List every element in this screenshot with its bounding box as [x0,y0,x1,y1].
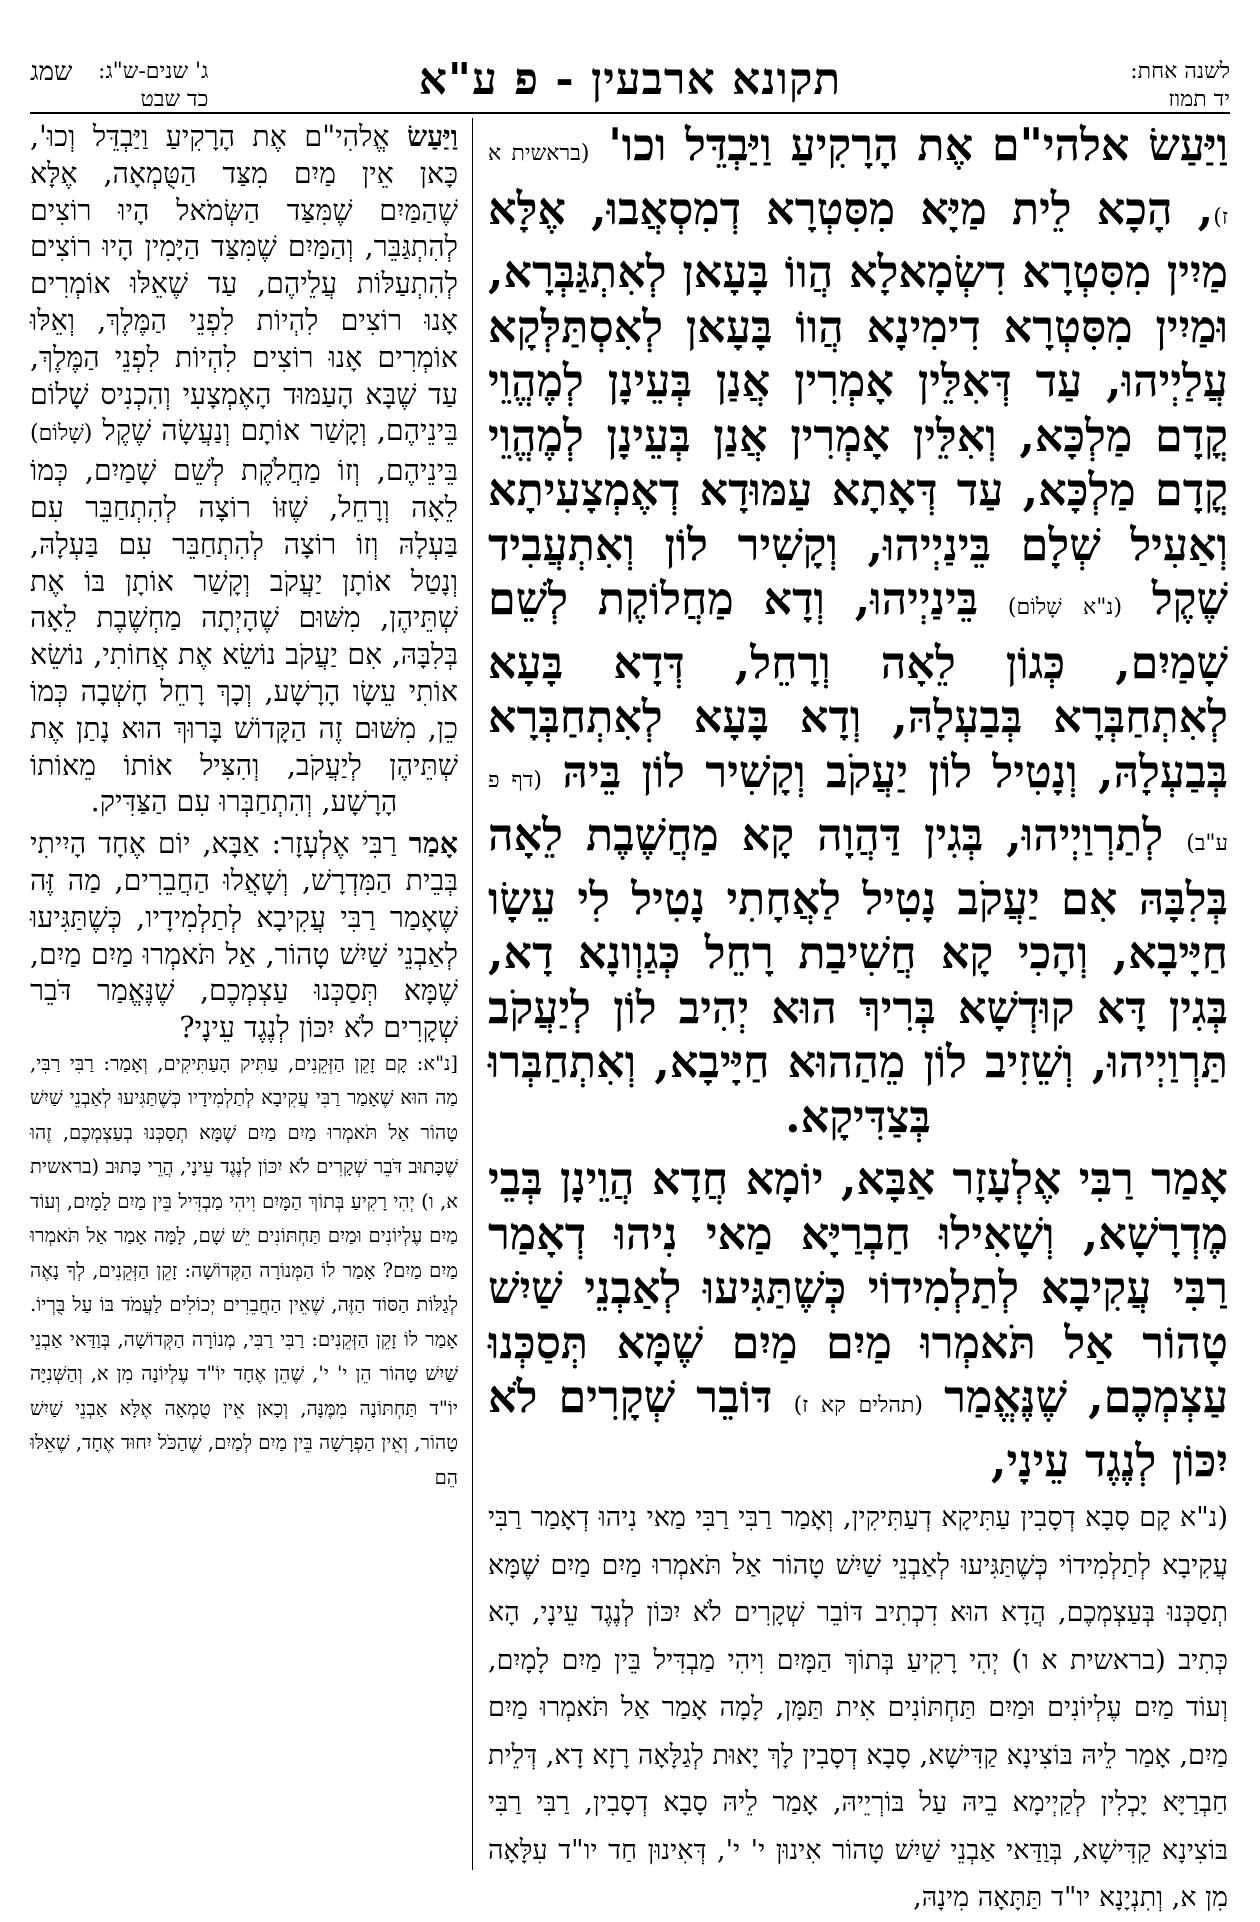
study-schedule-three-year [30,58,208,114]
side-text-2: רַבִּי אֶלְעָזָר: אַבָּא, יוֹם אֶחָד הָיִיתִי בְּבֵית הַמִּדְרָשׁ, וְשָׁאֲלוּ הַחֲבֵרִים, מַה זֶּה שֶׁאָמַר רַבִּי עֲקִיבָא לְתַלְמִידָיו, כְּשֶׁתַּגִּיעוּ לְאַבְנֵי שַׁיִשׁ טָהוֹר, אַל תֹּאמְרוּ מַיִם מַיִם, שֶׁמָּא תְּסַכְּנוּ עַצְמְכֶם, שֶׁנֶּאֱמַר דֹּבֵר שְׁקָרִים לֹא יִכּוֹן לְנֶגֶד עֵינָי? [30,827,458,1045]
side-text-3: [נ"א: קָם זָקֵן הַזְּקֵנִים, עַתִּיק הָעַתִּיקִים, וְאָמַר: רַבִּי רַבִּי, מַה הוּא שֶׁאָמַר רַבִּי עֲקִיבָא לְתַלְמִידָיו כְּשֶׁתַּגִּיעוּ לְאַבְנֵי שַׁיִשׁ טָהוֹר אַל תֹּאמְרוּ מַיִם מַיִם שֶׁמָּא תְסַכְּנוּ בְעַצְמְכֶם, זֶהוּ שֶׁכָּתוּב דֹּבֵר שְׁקָרִים לֹא יִכּוֹן לְנֶגֶד עֵינָי, הֲרֵי כָּתוּב (בראשית א, ו) יְהִי רָקִיעַ בְּתוֹךְ הַמָּיִם וִיהִי מַבְדִּיל בֵּין מַיִם לָמָיִם, וְעוֹד מַיִם עֶלְיוֹנִים וּמַיִם תַּחְתּוֹנִים יֵשׁ שָׁם, לָמָּה אָמַר אַל תֹּאמְרוּ מַיִם מַיִם? אָמַר לוֹ הַמְּנוֹרָה הַקְּדוֹשָׁה: זָקֵן הַזְּקֵנִים, לְךָ נָאֶה לְגַלּוֹת הַסּוֹד הַזֶּה, שֶׁאֵין הַחֲבֵרִים יְכוֹלִים לַעֲמֹד בּוֹ עַל בֻּרְיוֹ. אָמַר לוֹ זָקֵן הַזְּקֵנִים: רַבִּי רַבִּי, מְנוֹרָה הַקְּדוֹשָׁה, בְּוַדַּאי אַבְנֵי שַׁיִשׁ טָהוֹר הֵן י' י', שֶׁהֵן אֶחָד יוֹ"ד עֶלְיוֹנָה מִן א, וְהַשְּׁנִיָּה יוֹ"ד תַּחְתּוֹנָה מִמֶּנָּה, וְכָאן אֵין טֻמְאָה אֶלָּא אַבְנֵי שַׁיִשׁ טָהוֹר, וְאֵין הַפְרָשָׁה בֵּין מַיִם לְמַיִם, שֶׁהַכֹּל יִחוּד אֶחָד, שֶׁאֵלּוּ הֵם [30,1051,458,1489]
schedule-label-three-year: ג' שנים-ש"ג: [98,59,209,84]
side-citation-1: (שָׁלוֹם) [30,421,93,447]
header-rule [30,112,1230,114]
side-text-1a: אֱלהִי"ם אֶת הָרָקִיעַ וַיַּבְדֵּל וְכוּ', כָּאן אֵין מַיִם מִצַּד הַטֻּמְאָה, אֶלָּא שֶׁהַמַּיִם שֶׁמִּצַּד הַשְּׂמֹאל הָיוּ רוֹצִים לְהִתְגַּבֵּר, וְהַמַּיִם שֶׁמִּצַּד הַיָּמִין הָיוּ רוֹצִים לְהִתְעַלּוֹת עֲלֵיהֶם, עַד שֶׁאֵלּוּ אוֹמְרִים אָנוּ רוֹצִים לִהְיוֹת לִפְנֵי הַמֶּלֶךְ, וְאֵלּוּ אוֹמְרִים אָנוּ רוֹצִים לִהְיוֹת לִפְנֵי הַמֶּלֶךְ, עַד שֶׁבָּא הָעַמּוּד הָאֶמְצָעִי וְהִכְנִיס שָׁלוֹם בֵּינֵיהֶם, וְקָשַׁר אוֹתָם וְנַעֲשָׂה שֶׁקֶל [30,120,458,448]
main-paragraph-1: וַיַּעַשׂ אלהי"ם אֶת הָרָקִיעַ וַיַּבְדֵּל וכו' (בראשית א ז), הָכָא לֵית מַיָּא מִסִּטְרָא דְמִסְאֲבוּ, אֶלָּא מַיִין מִסִּטְרָא דִשְׂמָאלָא הֲווֹ בָּעָאן לְאִתְגַּבְּרָא, וּמַיִין מִסִּטְרָא דִימִינָא הֲווֹ בָּעָאן לְאִסְתַּלְּקָא עֲלַיְיהוּ, עַד דְּאִלֵּין אָמְרִין אֲנַן בְּעֵינָן לְמֶהֱוֵי קֳדָם מַלְכָּא, וְאִלֵּין אָמְרִין אֲנַן בְּעֵינָן לְמֶהֱוֵי קֳדָם מַלְכָּא, עַד דְּאָתָא עַמּוּדָא דְאֶמְצָעִיתָא וְאַעִיל שְׁלָם בֵּינַיְיהוּ, וְקָשִׁיר לוֹן וְאִתְעֲבִיד שֶׁקֶל (נ"א שָׁלוֹם) בֵּינַיְיהוּ, וְדָא מַחֲלוֹקֶת לְשֵׁם שָׁמַיִם, כְּגוֹן לֵאָה וְרָחֵל, דְּדָא בָּעָא לְאִתְחַבְּרָא בְּבַעְלָהּ, וְדָא בָּעָא לְאִתְחַבְּרָא בְּבַעְלָהּ, וְנָטִיל לוֹן יַעֲקֹב וְקָשִׁיר לוֹן בֵּיהּ (דף פ ע"ב) לְתַרְוַיְיהוּ, בְּגִין דַּהֲוָה קָא מַחֲשֶׁבֶת לֵאָה בְּלִבָּהּ אִם יַעֲקֹב נָטִיל לַאֲחָתִי נָטִיל לִי עֵשָׂו חַיָּיבָא, וְהָכִי קָא חֲשִׁיבַת רָחֵל כְּגַוְונָא דָא, בְּגִין דָּא קוּדְשָׁא בְּרִיךְ הוּא יְהִיב לוֹן לְיַעֲקֹב תַּרְוַיְיהוּ, וְשֵׁזִיב לוֹן מֵהַהוּא חַיָּיבָא, וְאִתְחַבְּרוּ בְּצַדִּיקָא. [488,119,1229,1143]
side-column-hebrew [30,118,458,1878]
main-variant-opening: (נ"א קָם סָבָא דְסָבִין עַתִּיקָא דְעַתִּיקִין, [843,1502,1228,1533]
main-citation-3: (תהלים קא ז) [793,1393,924,1418]
column-divider [472,118,473,1870]
schedule-label-one-year: לשנה אחת: [1130,59,1230,84]
main-text-1c: לְתַרְוַיְיהוּ, בְּגִין דַּהֲוָה קָא מַחֲשֶׁבֶת לֵאָה בְּלִבָּהּ אִם יַעֲקֹב נָטִיל לַאֲחָתִי נָטִיל לִי עֵשָׂו חַיָּיבָא, וְהָכִי קָא חֲשִׁיבַת רָחֵל כְּגַוְונָא דָא, בְּגִין דָּא קוּדְשָׁא בְּרִיךְ הוּא יְהִיב לוֹן לְיַעֲקֹב תַּרְוַיְיהוּ, וְשֵׁזִיב לוֹן מֵהַהוּא חַיָּיבָא, וְאִתְחַבְּרוּ בְּצַדִּיקָא. [488,809,1228,1143]
main-lead-word-2: אָמַר [1151,1153,1228,1205]
main-paragraph-3 [488,1494,1228,1922]
main-text-1a: הָכָא לֵית מַיָּא מִסִּטְרָא דְמִסְאֲבוּ, אֶלָּא מַיִין מִסִּטְרָא דִשְׂמָאלָא הֲווֹ בָּעָאן לְאִתְגַּבְּרָא, וּמַיִין מִסִּטְרָא דִימִינָא הֲווֹ בָּעָאן לְאִסְתַּלְּקָא עֲלַיְיהוּ, עַד דְּאִלֵּין אָמְרִין אֲנַן בְּעֵינָן לְמֶהֱוֵי קֳדָם מַלְכָּא, וְאִלֵּין אָמְרִין אֲנַן בְּעֵינָן לְמֶהֱוֵי קֳדָם מַלְכָּא, עַד דְּאָתָא עַמּוּדָא דְאֶמְצָעִיתָא וְאַעִיל שְׁלָם בֵּינַיְיהוּ, וְקָשִׁיר לוֹן וְאִתְעֲבִיד שֶׁקֶל [488,182,1228,625]
main-paragraph-2 [488,1152,1228,1488]
side-paragraph-3 [30,1047,458,1496]
main-text-2b: דּוֹבֵר שְׁקָרִים לֹא יִכּוֹן לְנֶגֶד עֵינָי, [488,1371,1228,1487]
main-text-1b: בֵּינַיְיהוּ, וְדָא מַחֲלוֹקֶת לְשֵׁם שָׁמַיִם, כְּגוֹן לֵאָה וְרָחֵל, דְּדָא בָּעָא לְאִתְחַבְּרָא בְּבַעְלָהּ, וְדָא בָּעָא לְאִתְחַבְּרָא בְּבַעְלָהּ, וְנָטִיל לוֹן יַעֲקֹב וְקָשִׁיר לוֹן בֵּיהּ [488,573,1228,798]
page-number: שמג [30,57,73,87]
side-lead-word-1: וַיַּעַשׂ [406,119,459,153]
main-column-aramaic [488,118,1229,1913]
schedule-date-one-year: יד תמוז [1168,87,1230,112]
main-lead-citation: (בראשית א ז) [488,141,1228,230]
side-paragraph-2 [30,825,458,1047]
main-citation-2: (דף פ ע"ב) [488,767,1229,856]
side-text-1b: בֵּינֵיהֶם, וְזוֹ מַחֲלֹקֶת לְשֵׁם שָׁמַיִם, כְּמוֹ לֵאָה וְרָחֵל, שֶׁזּוֹ רוֹצָה לְהִתְחַבֵּר עִם בַּעְלָהּ וְזוֹ רוֹצָה לְהִתְחַבֵּר עִם בַּעְלָהּ, וְנָטַל אוֹתָן יַעֲקֹב וְקָשַׁר אוֹתָן בּוֹ אֶת שְׁתֵּיהֶן, מִשּׁוּם שֶׁהָיְתָה מַחְשֶׁבֶת לֵאָה בְּלִבָּהּ, אִם יַעֲקֹב נוֹשֵׂא אֶת אֲחוֹתִי, נוֹשֵׂא אוֹתִי עֵשָׂו הָרָשָׁע, וְכָךְ רָחֵל חָשְׁבָה כְּמוֹ כֵן, מִשּׁוּם זֶה הַקָּדוֹשׁ בָּרוּךְ הוּא נָתַן אֶת שְׁתֵּיהֶן לְיַעֲקֹב, וְהִצִּיל אוֹתוֹ מֵאוֹתוֹ הָרָשָׁע, וְהִתְחַבְּרוּ עִם הַצַּדִּיק. [30,454,458,819]
main-citation-1: (נ"א שָׁלוֹם) [1007,595,1123,620]
main-lead-verse: וַיַּעַשׂ אלהי"ם אֶת הָרָקִיעַ וַיַּבְדֵּל וכו' [608,119,1229,171]
side-paragraph-1 [30,118,458,821]
schedule-date-three-year: כד שבט [140,87,209,112]
main-citation-4: (בראשית א ו) [1011,1644,1166,1676]
page-header [0,0,1260,112]
side-lead-word-2: אָמַר [408,826,458,861]
page-title: תקונא ארבעין - פ ע"א [418,54,842,105]
main-text-3a: וְאָמַר רַבִּי רַבִּי מַאי נִיהוּ דְאָמַר רַבִּי עֲקִיבָא לְתַלְמִידוֹי כְּשֶׁתַּגִּיעוּ לְאַבְנֵי שַׁיִשׁ טָהוֹר אַל תֹּאמְרוּ מַיִם מַיִם שֶׁמָּא תְסַכְּנוּ בְּעַצְמְכֶם, הֲדָא הוּא דִכְתִיב דּוֹבֵר שְׁקָרִים לֹא יִכּוֹן לְנֶגֶד עֵינָי, הָא כְּתִיב [488,1502,1229,1676]
main-text-2a: רַבִּי אֶלְעָזָר אַבָּא, יוֹמָא חֲדָא הֲוֵינָן בְּבֵי מֶדְרָשָׁא, וְשָׁאִילוּ חַבְרַיָּא מַאי נִיהוּ דְאָמַר רַבִּי עֲקִיבָא לְתַלְמִידוֹי כְּשֶׁתַּגִּיעוּ לְאַבְנֵי שַׁיִשׁ טָהוֹר אַל תֹּאמְרוּ מַיִם מַיִם שֶׁמָּא תְּסַכְּנוּ עַצְמְכֶם, שֶׁנֶּאֱמַר [488,1153,1228,1423]
main-text-3b: יְהִי רָקִיעַ בְּתוֹךְ הַמָּיִם וִיהִי מַבְדִּיל בֵּין מַיִם לָמָיִם, וְעוֹד מַיִם עֶלְיוֹנִים וּמַיִם תַּחְתּוֹנִים אִית תַּמָּן, לָמָה אָמַר אַל תֹּאמְרוּ מַיִם מַיִם, אָמַר לֵיהּ בּוֹצִינָא קַדִּישָׁא, סָבָא דְסָבִין לָךְ יָאוּת לְגַלָּאָה רָזָא דָא, דְּלֵית חַבְרַיָּא יָכְלִין לְקַיְימָא בֵיהּ עַל בּוֹרְיֵיהּ, אָמַר לֵיהּ סָבָא דְסָבִין, רַבִּי רַבִּי בּוֹצִינָא קַדִּישָׁא, בְּוַדַּאי אַבְנֵי שַׁיִשׁ טָהוֹר אִינוּן י' י', דְּאִינוּן חַד יו"ד עִלָּאָה מִן א, וְתִנְיָנָא יו"ד תַּתָּאָה מִינָהּ, [488,1644,1228,1913]
